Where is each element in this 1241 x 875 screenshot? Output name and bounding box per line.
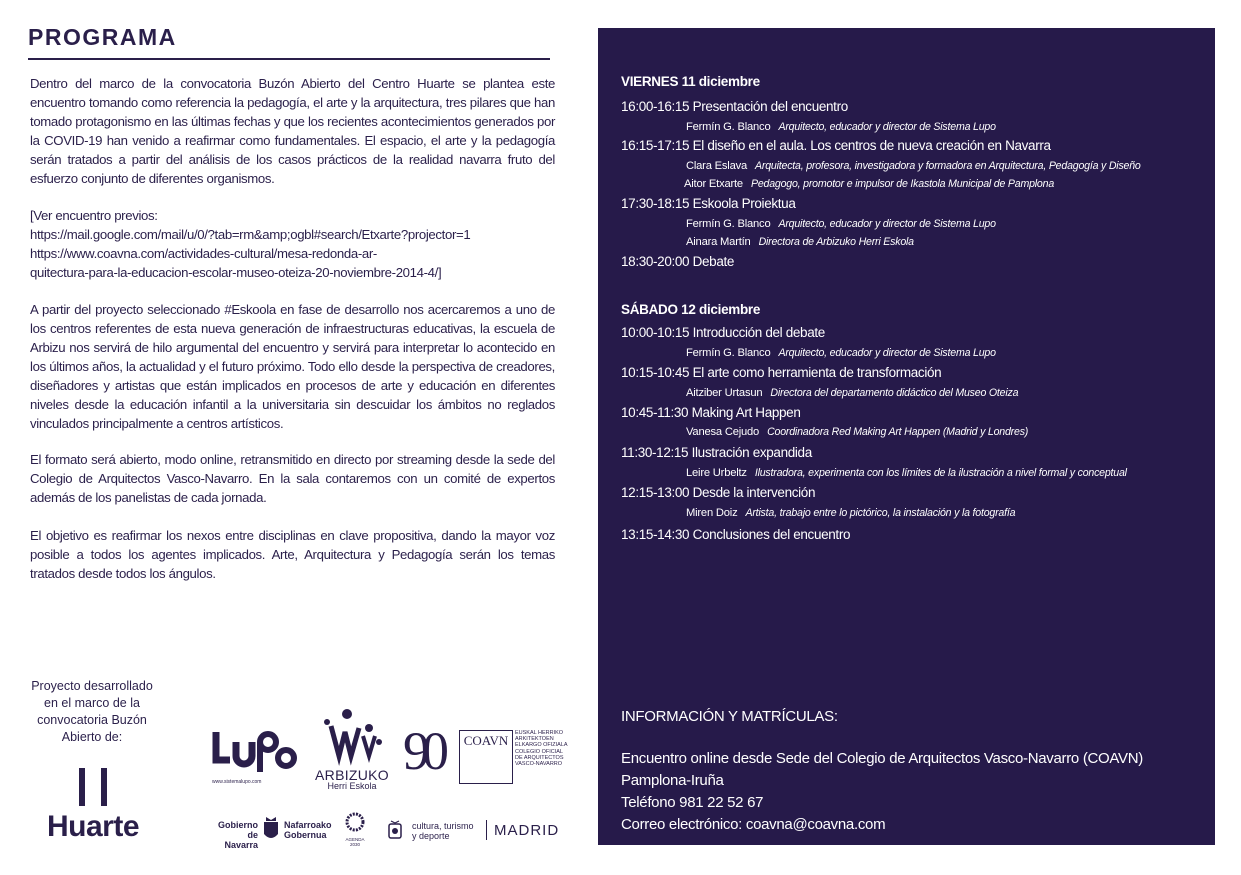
item-time: 17:30-18:15: [621, 196, 690, 211]
page-title: PROGRAMA: [28, 24, 177, 50]
speaker-role: Arquitecto, educador y director de Sistema Lupo: [778, 121, 996, 133]
link-coavna-2[interactable]: quitectura-para-la-educacion-escolar-museo-oteiza-20-noviembre-2014-4/]: [30, 265, 442, 280]
item-time: 13:15-14:30: [621, 527, 690, 542]
schedule-item: [621, 325, 825, 340]
gobierno-line: de Navarra: [224, 830, 258, 850]
previous-links: [30, 206, 555, 282]
coavn-wordmark: COAVN: [463, 733, 509, 748]
madrid-wordmark: MADRID: [494, 822, 560, 839]
schedule-item: [621, 405, 801, 420]
nafarroako-line: Gobernua: [284, 830, 327, 840]
format-paragraph: El formato será abierto, modo online, retransmitido en directo por streaming desde la sede del Colegio de Arquitectos Vasco-Navarro. En la sala contaremos con un comité de expertos además de los panelistas de cada jornada.: [30, 452, 555, 505]
coavn-box: [459, 730, 513, 784]
coavn-text-line: ARKITEKTOEN: [515, 736, 554, 743]
speaker-role: Arquitecta, profesora, investigadora y formadora en Arquitectura, Pedagogía y Diseño: [755, 160, 1141, 172]
speaker-name: Fermín G. Blanco: [686, 347, 771, 359]
speaker-name: Fermín G. Blanco: [686, 121, 771, 133]
info-phone[interactable]: Teléfono 981 22 52 67: [621, 794, 764, 811]
schedule-item: [621, 196, 796, 211]
speaker-name: Fermín G. Blanco: [686, 218, 771, 230]
navarra-logo: [214, 820, 342, 848]
speaker: [686, 218, 996, 230]
nafarroako-line: Nafarroako: [284, 820, 332, 830]
item-time: 16:00-16:15: [621, 99, 690, 114]
speaker-role: Ilustradora, experimenta con los límites de la ilustración a nivel formal y conceptual: [754, 467, 1127, 479]
item-title: Introducción del debate: [692, 325, 825, 340]
schedule-item: [621, 485, 815, 500]
coavn-text-line: COLEGIO OFICIAL: [515, 748, 563, 755]
schedule-item: [621, 527, 850, 542]
lupo-url: www.sistemalupo.com: [212, 779, 262, 785]
speaker: [686, 347, 996, 359]
schedule-item: [621, 138, 1051, 153]
project-credit: [22, 678, 162, 746]
speaker: [686, 387, 1018, 399]
madrid-logo: [388, 818, 570, 846]
schedule-item: [621, 254, 734, 269]
title-divider: [28, 58, 550, 60]
intro-paragraph: Dentro del marco de la convocatoria Buzón Abierto del Centro Huarte se plantea este encuentro tomando como referencia la pedagogía, el arte y la arquitectura, tres pilares que han tomado protagonismo en las últimas fechas y que los recientes acontecimientos generados por la COVID-19 han venido a reafirmar como fundamentales. El espacio, el arte y la pedagogía serán tratados a partir del análisis de los casos prácticos de la realidad navarra fruto del esfuerzo conjunto de diferentes organismos.: [30, 76, 555, 186]
schedule-panel: [598, 28, 1215, 845]
eskoola-paragraph: A partir del proyecto seleccionado #Eskoola en fase de desarrollo nos acercaremos a uno de los centros referentes de esta nueva generación de infraestructuras educativas, la escuela de Arbizu nos servirá de hilo argumental del encuentro y servirá para interpretar lo acontecido en los últimos años, la actualidad y el futuro próximo. Todo ello desde la perspectiva de creadores, diseñadores y artistas que están implicados en procesos de arte y educación en diferentes niveles desde la educación infantil a la universitaria sin descuidar los ámbitos no reglados vinculados principalmente a centros artísticos.: [30, 302, 555, 431]
speaker: [686, 236, 914, 248]
huarte-logo: [38, 768, 148, 844]
agenda-wheel-icon: [345, 812, 365, 832]
speaker: [686, 426, 1028, 438]
item-title: Presentación del encuentro: [692, 99, 848, 114]
agenda-line: AGENDA: [345, 837, 365, 842]
speaker: [686, 507, 1015, 519]
lupo-logo: [212, 728, 302, 785]
arbizuko-wordmark: ARBIZUKO: [315, 767, 389, 783]
item-time: 10:15-10:45: [621, 365, 690, 380]
link-gmail[interactable]: https://mail.google.com/mail/u/0/?tab=rm&amp;ogbl#search/Etxarte?projector=1: [30, 227, 471, 242]
credit-line: convocatoria Buzón: [37, 713, 147, 727]
item-time: 11:30-12:15: [621, 445, 689, 460]
speaker-name: Aitziber Urtasun: [686, 387, 763, 399]
item-title: Making Art Happen: [691, 405, 801, 420]
speaker-role: Directora de Arbizuko Herri Eskola: [758, 236, 914, 248]
madrid-dept-line: cultura, turismo: [412, 821, 474, 831]
item-time: 18:30-20:00: [621, 254, 690, 269]
speaker-role: Artista, trabajo entre lo pictórico, la instalación y la fotografía: [745, 507, 1016, 519]
item-time: 16:15-17:15: [621, 138, 690, 153]
madrid-dept-line: y deporte: [412, 831, 450, 841]
day-heading-friday: VIERNES 11 diciembre: [621, 74, 760, 89]
coavn-text-line: DE ARQUITECTOS: [515, 754, 564, 761]
speaker: [686, 121, 996, 133]
gobierno-line: Gobierno: [218, 820, 258, 830]
item-time: 10:45-11:30: [621, 405, 689, 420]
nafarroako-text: [284, 820, 332, 840]
coavn-text-line: EUSKAL HERRIKO: [515, 730, 564, 736]
speaker-name: Ainara Martín: [686, 236, 751, 248]
schedule-item: [621, 445, 812, 460]
credit-line: Abierto de:: [61, 730, 123, 744]
coavn-logo: [403, 721, 573, 784]
speaker-role: Directora del departamento didáctico del Museo Oteiza: [770, 387, 1019, 399]
agenda-2030-logo: [344, 812, 366, 847]
gobierno-text: [214, 820, 258, 850]
speaker: [686, 467, 1127, 479]
agenda-line: 2030: [349, 842, 360, 847]
lupo-mark-icon: [212, 728, 298, 778]
info-city: Pamplona-Iruña: [621, 772, 724, 789]
arbizuko-logo: [312, 708, 392, 791]
schedule-item: [621, 99, 848, 114]
madrid-divider: [486, 820, 487, 840]
item-title: Desde la intervención: [692, 485, 816, 500]
speaker-role: Coordinadora Red Making Art Happen (Madrid y Londres): [767, 426, 1029, 438]
item-title: El arte como herramienta de transformación: [692, 365, 942, 380]
speaker: [684, 178, 1054, 190]
agenda-text: [344, 837, 366, 847]
huarte-bars-icon: [38, 768, 148, 806]
arbizuko-sub: Herri Eskola: [327, 781, 377, 791]
madrid-crest-icon: [388, 820, 402, 840]
item-title: El diseño en el aula. Los centros de nueva creación en Navarra: [692, 138, 1051, 153]
info-heading: INFORMACIÓN Y MATRÍCULAS:: [621, 708, 838, 725]
links-intro: [Ver encuentro previos:: [30, 208, 158, 223]
speaker-name: Vanesa Cejudo: [686, 426, 760, 438]
coavn-text-line: VASCO-NAVARRO: [515, 761, 563, 768]
link-coavna-1[interactable]: https://www.coavna.com/actividades-cultural/mesa-redonda-ar-: [30, 246, 377, 261]
navarra-shield-icon: [262, 816, 280, 842]
schedule-item: [621, 365, 941, 380]
coavn-text: [515, 730, 568, 767]
item-time: 12:15-13:00: [621, 485, 690, 500]
item-title: Eskoola Proiektua: [692, 196, 796, 211]
item-title: Ilustración expandida: [691, 445, 812, 460]
arbizuko-figures-icon: [317, 708, 387, 768]
item-time: 10:00-10:15: [621, 325, 690, 340]
credit-line: en el marco de la: [44, 696, 140, 710]
speaker-name: Leire Urbeltz: [686, 467, 747, 479]
credit-line: Proyecto desarrollado: [31, 679, 153, 693]
objective-paragraph: El objetivo es reafirmar los nexos entre disciplinas en clave propositiva, dando la mayor voz posible a todos los agentes implicados. Arte, Arquitectura y Pedagogía serán los temas tratados desde todos los ángulos.: [30, 528, 555, 581]
day-heading-saturday: SÁBADO 12 diciembre: [621, 302, 761, 317]
speaker: [686, 160, 1141, 172]
speaker-name: Miren Doiz: [686, 507, 738, 519]
info-email[interactable]: Correo electrónico: coavna@coavna.com: [621, 816, 886, 833]
item-title: Conclusiones del encuentro: [692, 527, 851, 542]
speaker-name: Clara Eslava: [686, 160, 748, 172]
madrid-dept-text: [412, 821, 474, 841]
item-title: Debate: [692, 254, 735, 269]
speaker-name: Aitor Etxarte: [684, 178, 743, 190]
speaker-role: Arquitecto, educador y director de Sistema Lupo: [778, 347, 996, 359]
coavn-text-line: ELKARGO OFIZIALA: [515, 742, 568, 749]
huarte-wordmark: Huarte: [46, 810, 140, 843]
info-venue: Encuentro online desde Sede del Colegio de Arquitectos Vasco-Navarro (COAVN): [621, 750, 1143, 767]
coavn-90: 90: [403, 721, 441, 781]
speaker-role: Arquitecto, educador y director de Sistema Lupo: [778, 218, 996, 230]
speaker-role: Pedagogo, promotor e impulsor de Ikastola Municipal de Pamplona: [750, 178, 1055, 190]
